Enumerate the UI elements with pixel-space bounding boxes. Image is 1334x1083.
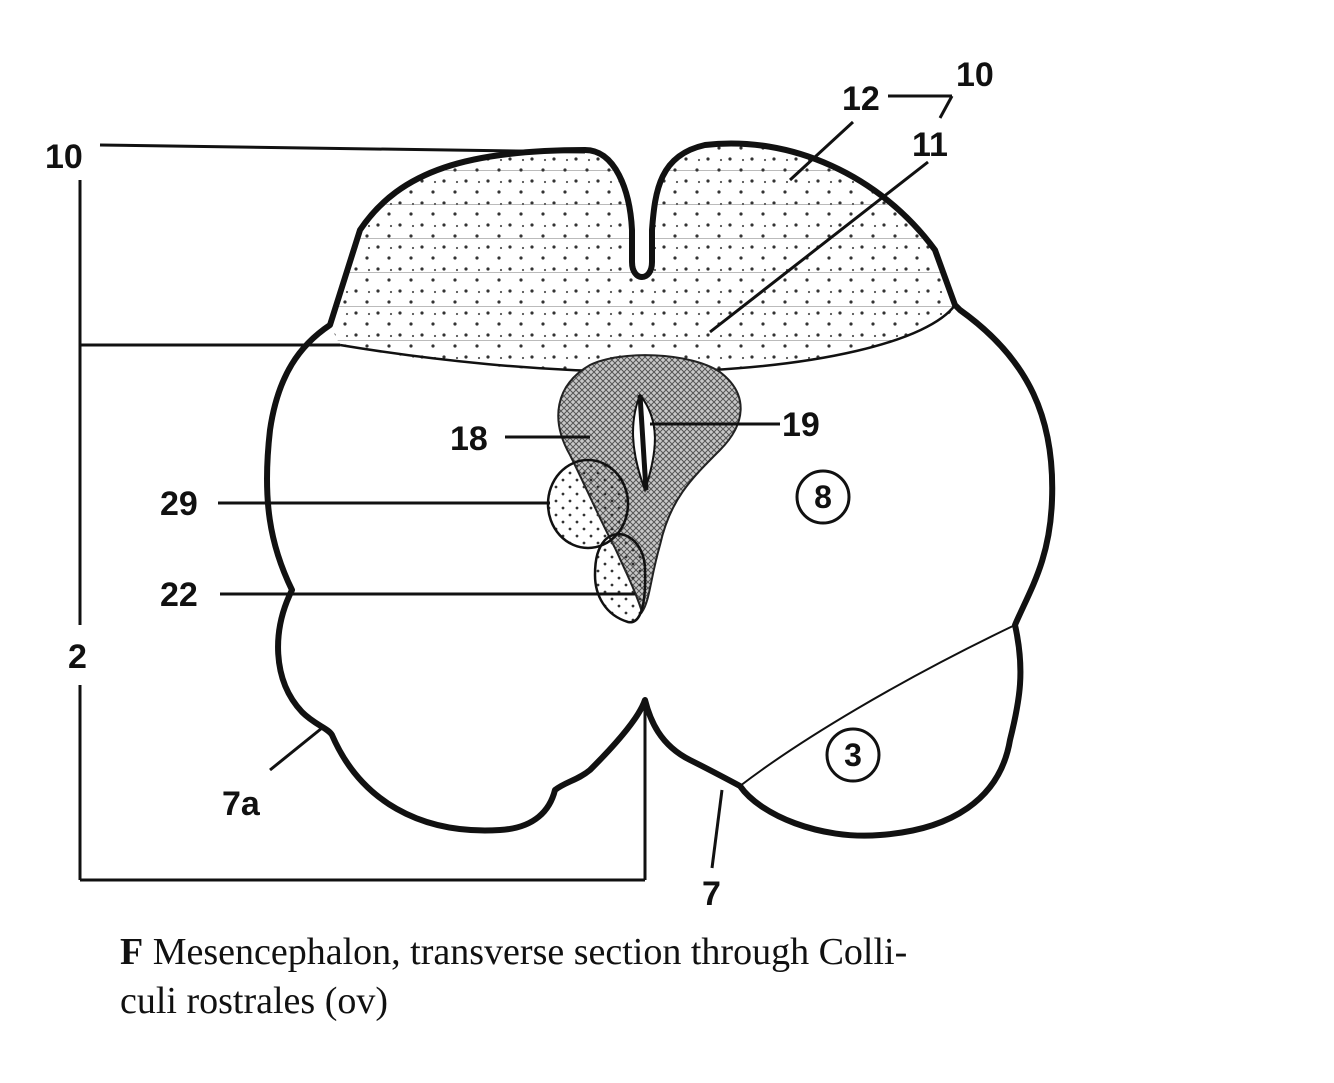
- caption-text-1: Mesencephalon, transverse section through Colli-: [152, 931, 908, 973]
- label-11: 11: [912, 126, 948, 164]
- label-3: 3: [844, 737, 862, 773]
- figure-caption: [120, 928, 1310, 1027]
- label-10-right: 10: [956, 56, 994, 94]
- label-19: 19: [782, 406, 820, 444]
- label-7a: 7a: [222, 785, 260, 823]
- caption-line-2: culi rostrales (ov): [120, 980, 389, 1023]
- nucleus-22-shape: [595, 534, 645, 622]
- label-7: 7: [702, 875, 721, 913]
- caption-letter: F: [120, 931, 144, 973]
- label-2: 2: [68, 638, 87, 676]
- label-8: 8: [814, 479, 832, 515]
- label-12: 12: [842, 80, 880, 118]
- label-10-left: 10: [45, 138, 83, 176]
- caption-line-1: [120, 928, 1310, 977]
- label-22: 22: [160, 576, 198, 614]
- label-18: 18: [450, 420, 488, 458]
- label-29: 29: [160, 485, 198, 523]
